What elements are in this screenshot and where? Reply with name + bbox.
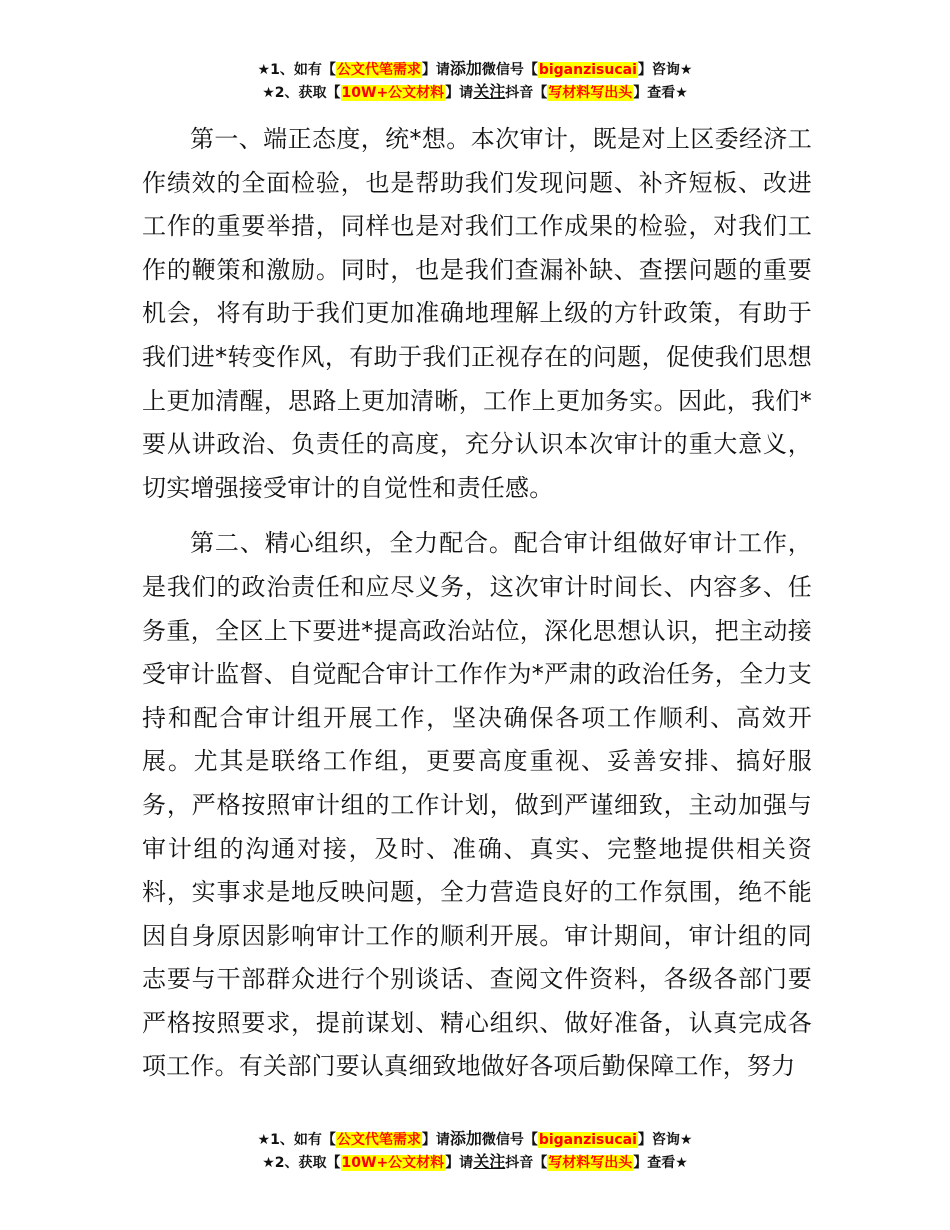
footer-highlight-douyin-account: 写材料写出头 (548, 1155, 633, 1171)
highlight-wechat-id: biganzisucai (538, 62, 637, 78)
banner-line-1: ★1、如有【公文代笔需求】请添加微信号【biganzisucai】咨询★ (257, 59, 693, 78)
footer-highlight-materials: 10W+公文材料 (341, 1155, 445, 1171)
highlight-materials: 10W+公文材料 (341, 85, 445, 101)
paragraph-2: 第二、精心组织，全力配合。配合审计组做好审计工作，是我们的政治责任和应尽义务，这次审计时间长、内容多、任务重，全区上下要进*提高政治站位，深化思想认识，把主动接受审计监督、自觉配合审计工作作为*严肃的政治任务，全力支持和配合审计组开展工作，坚决确保各项工作顺利、高效开展。尤其是联络工作组，更要高度重视、妥善安排、搞好服务，严格按照审计组的工作计划，做到严谨细致，主动加强与审计组的沟通对接，及时、准确、真实、完整地提供相关资料，实事求是地反映问题，全力营造良好的工作氛围，绝不能因自身原因影响审计工作的顺利开展。审计期间，审计组的同志要与干部群众进行个别谈话、查阅文件资料，各级各部门要严格按照要求，提前谋划、精心组织、做好准备，认真完成各项工作。有关部门要认真细致地做好各项后勤保障工作，努力 (142, 529, 812, 1081)
footer-highlight-wechat-id: biganzisucai (538, 1132, 637, 1148)
paragraph-1: 第一、端正态度，统*想。本次审计，既是对上区委经济工作绩效的全面检验，也是帮助我们发现问题、补齐短板、改进工作的重要举措，同样也是对我们工作成果的检验，对我们工作的鞭策和激励。同时，也是我们查漏补缺、查摆问题的重要机会，将有助于我们更加准确地理解上级的方针政策，有助于我们进*转变作风，有助于我们正视存在的问题，促使我们思想上更加清醒，思路上更加清晰，工作上更加务实。因此，我们*要从讲政治、负责任的高度，充分认识本次审计的重大意义，切实增强接受审计的自觉性和责任感。 (142, 125, 812, 502)
footer-banner (0, 1128, 950, 1174)
header-banner (0, 58, 950, 104)
footer-line-2: ★2、获取【10W+公文材料】请关注抖音【写材料写出头】查看★ (262, 1152, 688, 1171)
banner-line-2: ★2、获取【10W+公文材料】请关注抖音【写材料写出头】查看★ (262, 82, 688, 101)
footer-highlight-service: 公文代笔需求 (336, 1132, 421, 1148)
document-body (142, 118, 812, 1089)
highlight-douyin-account: 写材料写出头 (548, 85, 633, 101)
footer-line-1: ★1、如有【公文代笔需求】请添加微信号【biganzisucai】咨询★ (257, 1129, 693, 1148)
highlight-service: 公文代笔需求 (336, 62, 421, 78)
